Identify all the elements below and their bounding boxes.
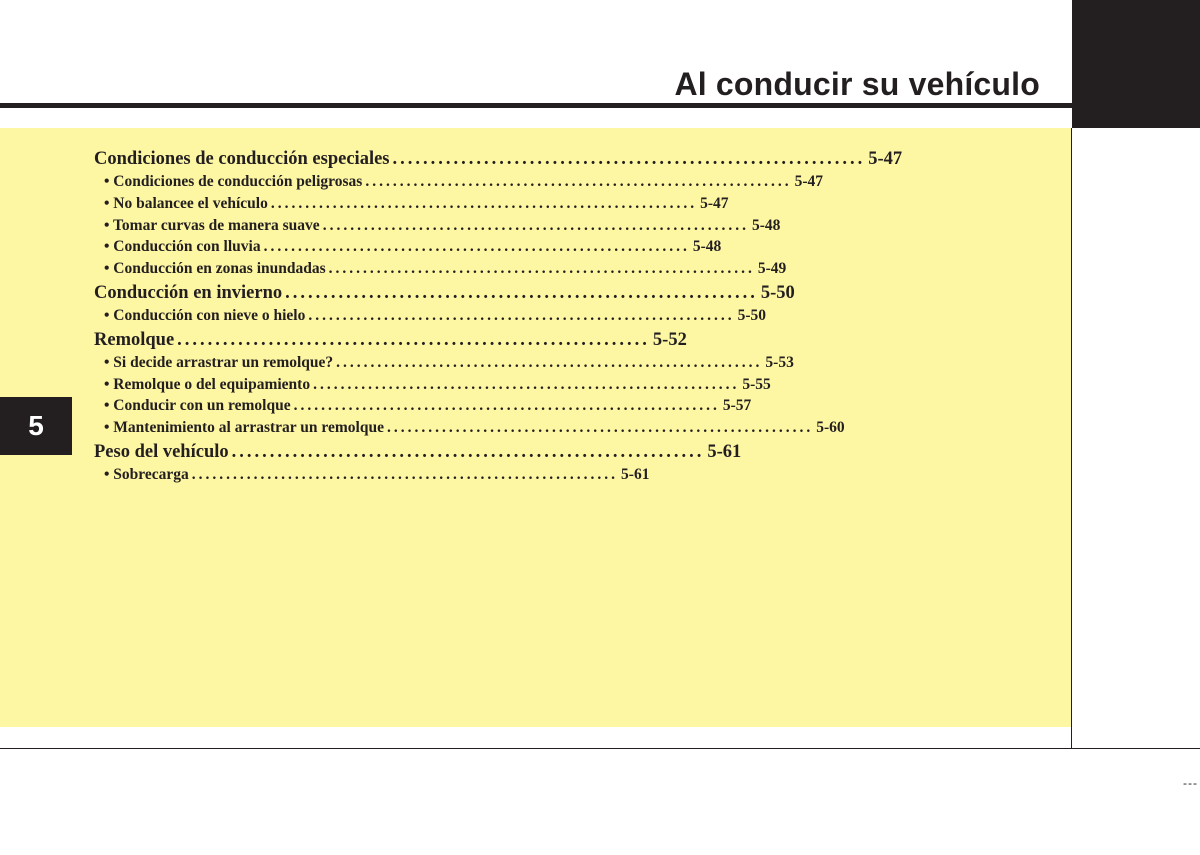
- dot-leader: ..............................................................: [285, 282, 758, 303]
- toc-entry-label: Condiciones de conducción especiales: [94, 149, 390, 169]
- toc-entry[interactable]: [94, 440, 742, 464]
- toc-entry[interactable]: [94, 417, 845, 439]
- toc-entry-label: • Sobrecarga: [104, 465, 189, 483]
- toc-entry[interactable]: [94, 395, 752, 417]
- page-marker: ---: [1183, 776, 1198, 790]
- toc-entry[interactable]: [94, 236, 722, 258]
- toc-entry-page: 5-50: [737, 306, 767, 324]
- toc-entry-page: 5-50: [760, 282, 795, 303]
- header-rule: [0, 103, 1072, 108]
- toc-entry[interactable]: [94, 328, 687, 352]
- toc-entry-label: • Conducir con un remolque: [104, 397, 291, 415]
- dot-leader: ..............................................................: [177, 329, 650, 350]
- toc-entry[interactable]: [94, 258, 787, 280]
- toc-entry-label: Remolque: [94, 329, 175, 350]
- toc-entry-page: 5-48: [751, 216, 781, 234]
- corner-block: [1072, 0, 1200, 128]
- dot-leader: ..............................................................: [231, 441, 705, 462]
- toc-entry-label: Peso del vehículo: [94, 441, 229, 462]
- dot-leader: ..............................................................: [392, 149, 866, 169]
- toc-entry-label: • Conducción con nieve o hielo: [104, 306, 306, 324]
- dot-leader: ..............................................................: [336, 353, 763, 371]
- toc-entry[interactable]: [94, 305, 767, 327]
- toc-entry[interactable]: [94, 147, 903, 171]
- right-divider: [1071, 128, 1072, 748]
- toc-entry[interactable]: [94, 352, 794, 374]
- dot-leader: ..............................................................: [308, 306, 735, 324]
- toc-entry-page: 5-60: [816, 419, 845, 437]
- toc-entry-page: 5-47: [794, 173, 824, 190]
- chapter-tab: 5: [0, 397, 72, 455]
- toc-entry[interactable]: [94, 193, 729, 215]
- toc-entry-page: 5-55: [742, 375, 771, 393]
- toc-entry-page: 5-48: [692, 238, 722, 256]
- toc-entry-label: • Si decide arrastrar un remolque?: [104, 353, 334, 371]
- toc-entry-page: 5-49: [757, 260, 787, 278]
- toc-entry-page: 5-47: [868, 149, 903, 169]
- footer-rule: [0, 748, 1200, 749]
- toc-entry-page: 5-57: [722, 397, 752, 415]
- toc-entry-label: Conducción en invierno: [94, 282, 283, 303]
- dot-leader: ..............................................................: [293, 397, 720, 415]
- toc-entry-label: • No balancee el vehículo: [104, 194, 268, 212]
- table-of-contents: [94, 146, 903, 486]
- toc-entry-page: 5-61: [621, 465, 650, 483]
- toc-entry-label: • Conducción con lluvia: [104, 238, 261, 256]
- toc-entry[interactable]: [94, 281, 795, 305]
- toc-entry-label: • Remolque o del equipamiento: [104, 375, 311, 393]
- dot-leader: ..............................................................: [386, 419, 814, 437]
- dot-leader: ..............................................................: [313, 375, 740, 393]
- dot-leader: ..............................................................: [263, 238, 690, 256]
- dot-leader: ..............................................................: [191, 465, 619, 483]
- page-title: Al conducir su vehículo: [674, 66, 1040, 102]
- toc-entry-page: 5-52: [652, 329, 687, 350]
- toc-entry-label: • Tomar curvas de manera suave: [104, 216, 320, 234]
- toc-entry[interactable]: [94, 171, 824, 193]
- toc-entry-page: 5-47: [700, 194, 729, 212]
- dot-leader: ..............................................................: [328, 260, 755, 278]
- toc-entry[interactable]: [94, 464, 650, 486]
- toc-entry-label: • Condiciones de conducción peligrosas: [104, 173, 363, 190]
- dot-leader: ..............................................................: [270, 194, 698, 212]
- dot-leader: ..............................................................: [365, 173, 792, 190]
- toc-entry-page: 5-61: [707, 441, 742, 462]
- dot-leader: ..............................................................: [322, 216, 749, 234]
- toc-entry-page: 5-53: [765, 353, 794, 371]
- toc-entry[interactable]: [94, 374, 771, 396]
- toc-entry-label: • Mantenimiento al arrastrar un remolque: [104, 419, 384, 437]
- toc-entry[interactable]: [94, 215, 781, 237]
- toc-entry-label: • Conducción en zonas inundadas: [104, 260, 326, 278]
